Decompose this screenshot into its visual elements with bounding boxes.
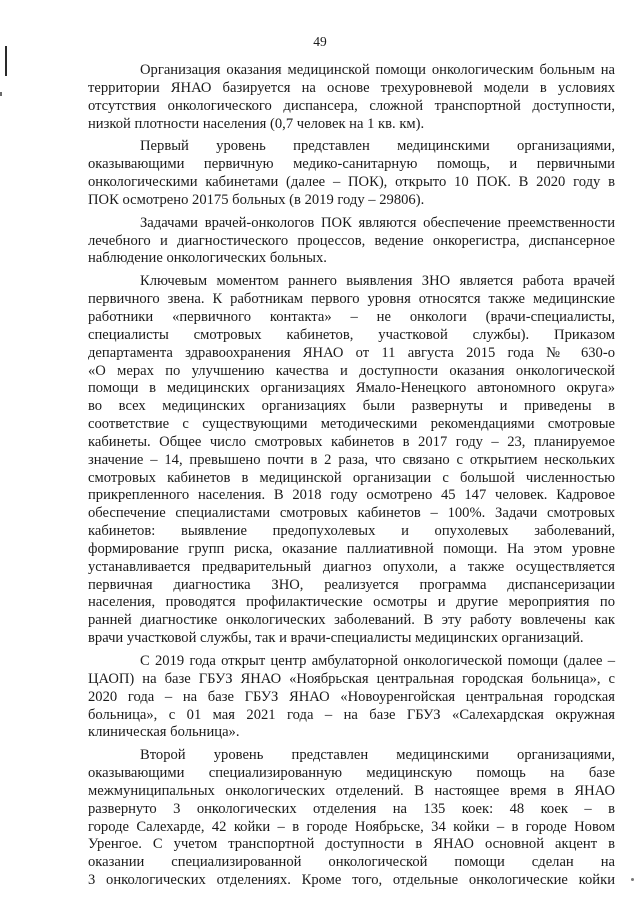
paragraph-line: отсутствия онкологического диспансера, сложной транспортной доступности, [88, 97, 615, 114]
paragraph [88, 138, 615, 209]
paragraph-line: устанавливается предварительный диагноз опухоли, а также осуществляется [88, 558, 615, 575]
paragraph-line: 3 онкологических отделениях. Кроме того, отдельные онкологические койки [88, 872, 615, 889]
paragraph-line: межмуниципальных онкологических отделений. В настоящее время в ЯНАО [88, 782, 615, 799]
scan-margin-mark [5, 46, 7, 76]
paragraph-line: городе Салехарде, 42 койки – в городе Ноябрьске, 34 койки – в городе Новом [88, 818, 615, 835]
paragraph-line: больница», с 01 мая 2021 года – на базе ГБУЗ «Салехардская окружная [88, 706, 615, 723]
paragraph-line: обеспечение специалистами смотровых кабинетов – 100%. Задачи смотровых [88, 505, 615, 522]
paragraph-line: ранней диагностике онкологических заболеваний. В эту работу вовлечены как [88, 612, 615, 629]
paragraph-line: департамента здравоохранения ЯНАО от 11 августа 2015 года № 630-о [88, 344, 615, 361]
paragraph-line: развернуто 3 онкологических отделения на 135 коек: 48 коек – в [88, 800, 615, 817]
paragraph-line: «О мерах по улучшению качества и доступности оказания онкологической [88, 362, 615, 379]
paragraph-line: смотровых кабинетов в медицинской организации с большой численностью [88, 469, 615, 486]
paragraph-line: первичного звена. К работникам первого уровня относятся также медицинские [88, 291, 615, 308]
paragraph-line: онкологическими кабинетами (далее – ПОК), открыто 10 ПОК. В 2020 году в [88, 174, 615, 191]
paragraph-line: Организация оказания медицинской помощи онкологическим больным на [140, 62, 615, 78]
paragraph [88, 747, 615, 890]
paragraph-line: ПОК осмотрено 20175 больных (в 2019 году – 29806). [88, 191, 425, 208]
paragraph-line: прикрепленного населения. В 2018 году осмотрено 45 147 человек. Кадровое [88, 487, 615, 504]
paragraph-line: помощи в медицинских организациях Ямало-Ненецкого автономного округа» [88, 380, 615, 397]
paragraph-line: клиническая больница». [88, 724, 240, 741]
paragraph-line: кабинеты. Общее число смотровых кабинетов в 2017 году – 23, планируемое [88, 433, 615, 450]
paragraph [88, 653, 615, 742]
paragraph-line: врачи участковой службы, так и врачи-специалисты медицинских организаций. [88, 630, 584, 647]
paragraph-line: соответствие с существующими методическими рекомендациями смотровые [88, 416, 615, 433]
paragraph-line: ЦАОП) на базе ГБУЗ ЯНАО «Ноябрьская центральная городская больница», с [88, 670, 615, 687]
paragraph-line: Задачами врачей-онкологов ПОК являются обеспечение преемственности [140, 214, 615, 231]
page-number: 49 [313, 34, 327, 49]
paragraph-line: работники «первичного контакта» – не онкологи (врачи-специалисты, [88, 308, 615, 325]
paragraph-line: лечебного и диагностического процессов, ведение онкорегистра, диспансерное [88, 232, 615, 249]
paragraph-line: Ключевым моментом раннего выявления ЗНО является работа врачей [140, 273, 615, 290]
paragraph-line: С 2019 года открыт центр амбулаторной онкологической помощи (далее – [140, 653, 615, 669]
paragraph-line: оказывающими специализированную медицинскую помощь на базе [88, 765, 615, 782]
paragraph-line: оказании специализированной онкологической помощи сделан на [88, 854, 615, 871]
scan-speck [631, 878, 634, 881]
paragraph-line: 2020 года – на базе ГБУЗ ЯНАО «Новоуренгойская центральная городская [88, 688, 615, 705]
paragraph-line: населения, проводятся профилактические осмотры и другие мероприятия по [88, 594, 615, 611]
paragraph-line: Второй уровень представлен медицинскими организациями, [140, 747, 615, 764]
paragraph [88, 273, 615, 648]
scan-margin-mark [0, 92, 2, 96]
paragraph-line: наблюдение онкологических больных. [88, 250, 327, 267]
paragraph [88, 215, 615, 269]
paragraph-line: формирование групп риска, оказание паллиативной помощи. На этом уровне [88, 540, 615, 557]
paragraph-line: специалисты смотровых кабинетов, участковой службы). Приказом [88, 326, 615, 343]
paragraph-line: Уренгое. С учетом транспортной доступности в ЯНАО основной акцент в [88, 836, 615, 853]
paragraph-line: Первый уровень представлен медицинскими организациями, [140, 138, 615, 155]
paragraph-line: оказывающими первичную медико-санитарную помощь, и первичными [88, 156, 615, 173]
paragraph-line: территории ЯНАО базируется на основе трехуровневой модели в условиях [88, 79, 615, 96]
paragraph-line: первичная диагностика ЗНО, реализуется программа диспансеризации [88, 576, 615, 593]
paragraph-line: кабинетов: выявление предопухолевых и опухолевых заболеваний, [88, 523, 615, 540]
paragraph-line: значение – 14, превышено почти в 2 раза, что связано с открытием нескольких [88, 451, 615, 468]
paragraph [88, 62, 615, 133]
document-body [88, 62, 615, 895]
paragraph-line: во всех медицинских организациях были развернуты и приведены в [88, 398, 615, 415]
paragraph-line: низкой плотности населения (0,7 человек на 1 кв. км). [88, 115, 425, 132]
